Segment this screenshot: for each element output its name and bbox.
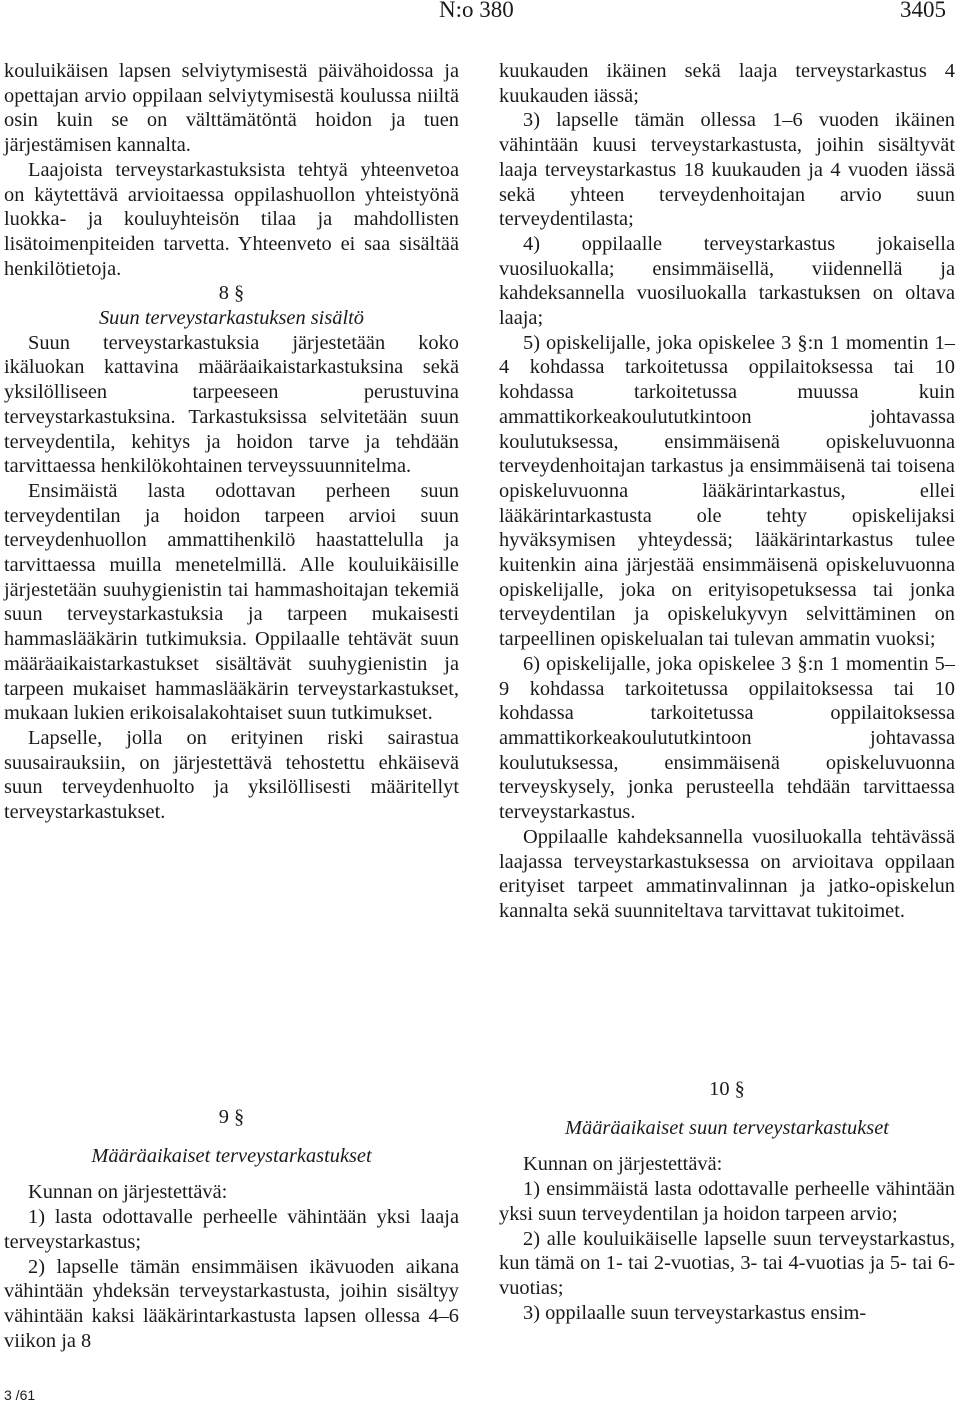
list-item-4: 4) oppilaalle terveystarkastus jokaisella vuosiluokalla; ensimmäisellä, viidennellä ja kahdeksannella vuosiluokalla tarkastuksen on oltava laaja;	[499, 232, 955, 330]
section-8-heading: 8 §	[218, 282, 245, 305]
section-10-item-3: 3) oppilaalle suun terveystarkastus ensim-	[523, 1301, 867, 1324]
section-9-heading: 9 §	[218, 1106, 245, 1128]
continued-list-item: kuukauden ikäinen sekä laaja terveystarkastus 4 kuukauden iässä;	[499, 60, 955, 107]
section-9-intro: Kunnan on järjestettävä:	[28, 1181, 228, 1204]
list-item-5: 5) opiskelijalle, joka opiskelee 3 §:n 1 momentin 1–4 kohdassa tarkoitetussa oppilaitoksessa tai 10 kohdassa tarkoitetussa muussa kuin ammattikorkeakoulututkintoon johtavassa koulutuksessa, ensimmäisenä opiskeluvuonna terveydenhoitajan tarkastus ja ensimmäisenä tai toisena opiskeluvuonna lääkärintarkastus, ellei lääkärintarkastusta ole tehty opiskelijaksi hyväksymisen yhteydessä; lääkärintarkastus tulee kuitenkin aina järjestää ensimmäisenä opiskeluvuonna opiskelijalle, joka on erityisopetuksessa tai jonka terveydentilan ja opiskelukyvyn selvittäminen on tarpeellinen opiskelualan tai tulevan ammatin vuoksi;	[499, 331, 955, 651]
section-9-item-2: 2) lapselle tämän ensimmäisen ikävuoden aikana vähintään yhdeksän terveystarkastusta, joihin sisältyy vähintään kaksi lääkärintarkastusta lapsen ollessa 4–6 viikon ja 8	[4, 1255, 459, 1352]
list-item-3: 3) lapselle tämän ollessa 1–6 vuoden ikäinen vähintään kuusi terveystarkastusta, joihin sisältyvät laaja terveystarkastus 18 kuukauden ja 4 vuoden iässä sekä yhteen terveydenhoitajan arvio suun terveydentilasta;	[499, 109, 955, 231]
section-10-item-1: 1) ensimmäistä lasta odottavalle perheelle vähintään yksi suun terveydentilan ja hoidon tarpeen arvio;	[499, 1178, 955, 1225]
section-9-title: Määräaikaiset terveystarkastukset	[91, 1144, 372, 1167]
section-8-paragraph-1: Suun terveystarkastuksia järjestetään koko ikäluokan kattavina määräaikaistarkastuksina sekä yksilölliseen tarpeeseen perustuvina terveystarkastuksina. Tarkastuksissa selvitetään suun terveydentila, kehitys ja hoidon tarve ja tehdään tarvittaessa henkilökohtainen terveyssuunnitelma.	[4, 331, 459, 478]
section-10-column	[499, 1077, 955, 1325]
footer-code: 3 /61	[4, 1387, 36, 1403]
list-item-6: 6) opiskelijalle, joka opiskelee 3 §:n 1 momentin 5–9 kohdassa tarkoitetussa oppilaitoksessa tai 10 kohdassa tarkoitetussa oppilaitoksessa ammattikorkeakoulututkintoon johtavassa koulutuksessa, ensimmäisenä opiskeluvuonna terveyskysely, jonka perusteella tehdään tarvittaessa terveystarkastus.	[499, 652, 955, 824]
section-8-title: Suun terveystarkastuksen sisältö	[98, 307, 365, 330]
section-10-intro: Kunnan on järjestettävä:	[523, 1153, 723, 1176]
section-8-paragraph-2: Ensimäistä lasta odottavan perheen suun terveydentilan ja hoidon tarpeen arvioi suun terveydenhuollon ammattihenkilö haastattelulla ja tarvittaessa muilla menetelmillä. Alle kouluikäisille järjestetään suuhygienistin tai hammashoitajan tekemiä suun terveystarkastuksia ja tarpeen mukaisesti hammaslääkärin tutkimuksia. Oppilaalle tehtävät suun määräaikaistarkastukset sisältävät suuhygienistin ja tarpeen mukaiset hammaslääkärin terveystarkastukset, mukaan lukien erikoisalakohtaiset suun tutkimukset.	[4, 479, 459, 725]
continued-paragraph: kouluikäisen lapsen selviytymisestä päivähoidossa ja opettajan arvio oppilaan selviytymisestä koulussa niiltä osin kuin se on välttämätöntä hoidon ja tuen järjestämisen kannalta.	[4, 60, 459, 157]
final-paragraph: Oppilaalle kahdeksannella vuosiluokalla tehtävässä laajassa terveystarkastuksessa on arvioitava oppilaan erityiset tarpeet ammatinvalinnan ja jatko-opiskelun kannalta sekä suunniteltava tarvittavat tukitoimet.	[499, 825, 955, 922]
section-8-paragraph-3: Lapselle, jolla on erityinen riski sairastua suusairauksiin, on järjestettävä tehostettu ehkäisevä suun terveydenhuolto ja yksilöllisesti määritellyt terveystarkastukset.	[4, 726, 459, 824]
section-9-column	[4, 1105, 459, 1353]
right-column	[499, 59, 955, 924]
summary-paragraph: Laajoista terveystarkastuksista tehtyä yhteenvetoa on käytettävä arvioitaessa oppilashuollon yhteistyönä luokka- ja kouluyhteisön tilaa ja mahdollisten lisätoimenpiteiden tarvetta. Yhteenveto ei saa sisältää henkilötietoja.	[4, 158, 459, 280]
section-10-heading: 10 §	[709, 1078, 745, 1100]
left-column	[4, 59, 459, 825]
section-10-title: Määräaikaiset suun terveystarkastukset	[565, 1116, 889, 1139]
section-10-item-2: 2) alle kouluikäiselle lapselle suun terveystarkastus, kun tämä on 1- tai 2-vuotias, 3- tai 4-vuotias ja 5- tai 6-vuotias;	[499, 1227, 955, 1299]
header-page-number: 3405	[900, 0, 946, 22]
header-statute-number: N:o 380	[439, 0, 514, 22]
section-9-item-1: 1) lasta odottavalle perheelle vähintään yksi laaja terveystarkastus;	[4, 1206, 459, 1253]
